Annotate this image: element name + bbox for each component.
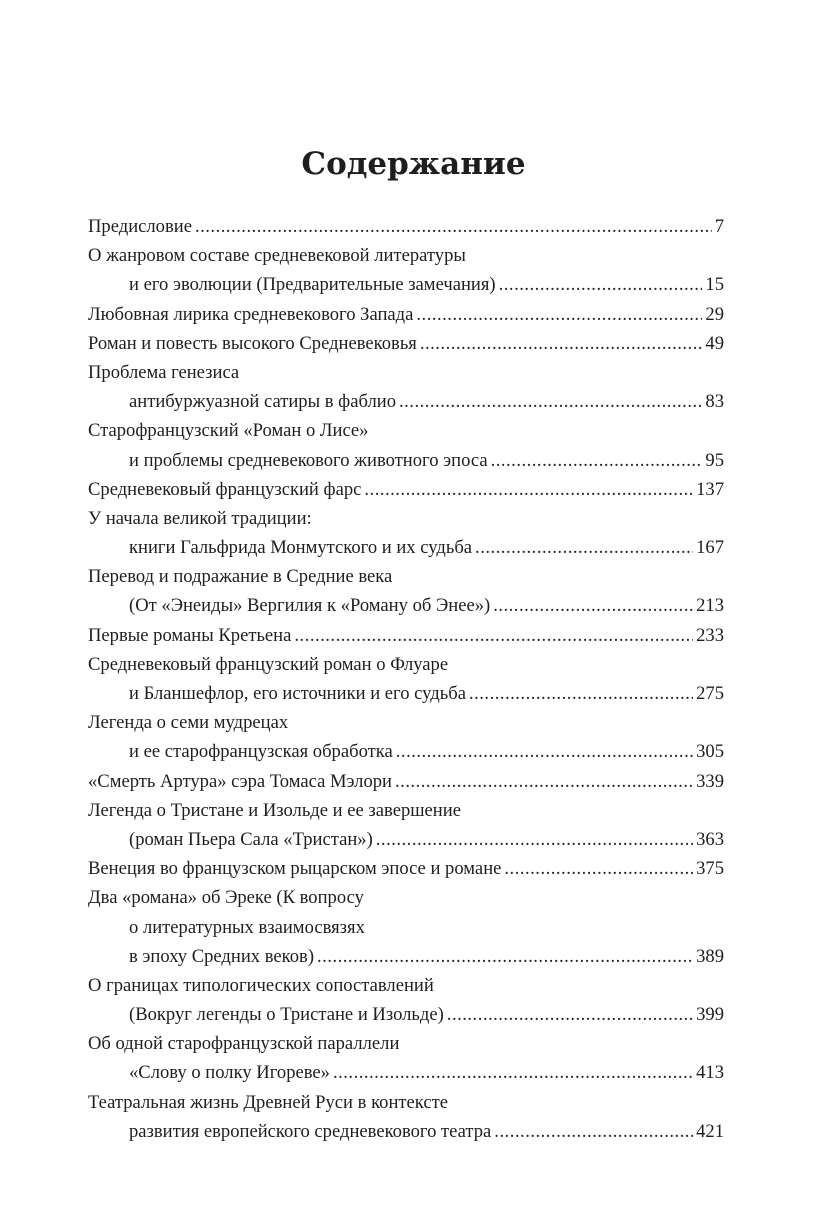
toc-entry-continuation-line bbox=[88, 1058, 724, 1087]
toc-entry bbox=[88, 358, 724, 416]
toc-entry-continuation-line bbox=[88, 942, 724, 971]
dot-leader bbox=[504, 854, 693, 883]
toc-entry-title-line bbox=[88, 329, 724, 358]
toc-entry-title-line bbox=[88, 767, 724, 796]
toc-entry-title-line bbox=[88, 708, 724, 737]
toc-entry bbox=[88, 767, 724, 796]
dot-leader bbox=[294, 621, 693, 650]
toc-entry bbox=[88, 796, 724, 854]
toc-entry bbox=[88, 504, 724, 562]
toc-entry-continuation-line bbox=[88, 533, 724, 562]
toc-page-number: 275 bbox=[696, 683, 724, 704]
toc-entry-text: о литературных взаимосвязях bbox=[129, 916, 365, 938]
toc-entry-text: Первые романы Кретьена bbox=[88, 624, 292, 646]
dot-leader bbox=[475, 533, 693, 562]
toc-entry-text: Старофранцузский «Роман о Лисе» bbox=[88, 420, 369, 442]
dot-leader bbox=[447, 1000, 693, 1029]
toc-entry-text: Предисловие bbox=[88, 216, 192, 237]
toc-entry bbox=[88, 621, 724, 650]
toc-entry-continuation-line bbox=[88, 446, 724, 475]
toc-entry-text: Об одной старофранцузской параллели bbox=[88, 1033, 400, 1055]
toc-entry-text: У начала великой традиции: bbox=[88, 507, 312, 529]
toc-entry-text: Театральная жизнь Древней Руси в контексте bbox=[88, 1091, 448, 1113]
toc-page-number: 7 bbox=[714, 216, 724, 237]
toc-page-number: 213 bbox=[696, 595, 724, 617]
toc-entry-title-line bbox=[88, 650, 724, 679]
toc-entry-title-line bbox=[88, 1088, 724, 1117]
toc-page-number: 339 bbox=[696, 770, 724, 792]
toc-entry bbox=[88, 650, 724, 708]
dot-leader bbox=[416, 300, 702, 329]
toc-entry-text: Средневековый французский фарс bbox=[88, 478, 362, 500]
toc-entry-title-line bbox=[88, 562, 724, 591]
toc-entry-text: и проблемы средневекового животного эпоса bbox=[129, 449, 488, 471]
toc-entry bbox=[88, 212, 724, 241]
toc-entry-text: и ее старофранцузская обработка bbox=[129, 741, 393, 763]
toc-entry-title-line bbox=[88, 475, 724, 504]
page-title: Содержание bbox=[301, 146, 526, 182]
toc-entry-continuation-line bbox=[88, 913, 724, 942]
toc-entry-text: книги Гальфрида Монмутского и их судьба bbox=[129, 537, 473, 559]
dot-leader bbox=[499, 270, 703, 299]
toc-entry-title-line bbox=[88, 621, 724, 650]
toc-entry-title-line bbox=[88, 212, 724, 241]
toc-entry-title-line bbox=[88, 416, 724, 445]
toc-entry bbox=[88, 241, 724, 299]
toc-entry-text: развития европейского средневекового театра bbox=[129, 1120, 492, 1142]
toc-page-number: 421 bbox=[696, 1120, 724, 1142]
toc-page-number: 95 bbox=[705, 449, 724, 471]
dot-leader bbox=[493, 591, 693, 620]
toc-entry bbox=[88, 329, 724, 358]
toc-page-number: 399 bbox=[696, 1004, 724, 1026]
toc-entry-title-line bbox=[88, 854, 724, 883]
toc-entry-text: Средневековый французский роман о Флуаре bbox=[88, 653, 449, 675]
toc-entry-text: О жанровом составе средневековой литературы bbox=[88, 245, 466, 267]
toc-entry bbox=[88, 562, 724, 620]
toc-entry-title-line bbox=[88, 1029, 724, 1058]
toc-entry-text: и его эволюции (Предварительные замечания) bbox=[129, 274, 496, 296]
toc-entry bbox=[88, 475, 724, 504]
toc-entry-text: О границах типологических сопоставлений bbox=[88, 974, 434, 996]
dot-leader bbox=[494, 1117, 693, 1146]
toc-entry-text: Легенда о семи мудрецах bbox=[88, 712, 289, 734]
toc-entry bbox=[88, 708, 724, 766]
toc-entry-title-line bbox=[88, 358, 724, 387]
toc-entry-text: (Вокруг легенды о Тристане и Изольде) bbox=[129, 1004, 444, 1026]
toc-entry-text: Два «романа» об Эреке (К вопросу bbox=[88, 887, 364, 909]
toc-page-number: 413 bbox=[696, 1062, 724, 1084]
toc-entry-continuation-line bbox=[88, 1117, 724, 1146]
toc-entry bbox=[88, 416, 724, 474]
toc-page-number: 137 bbox=[696, 478, 724, 500]
toc-entry-text: Роман и повесть высокого Средневековья bbox=[88, 332, 417, 354]
toc-entry-text: Перевод и подражание в Средние века bbox=[88, 566, 393, 588]
toc-page-number: 305 bbox=[696, 741, 724, 763]
toc-entry-text: Венеция во французском рыцарском эпосе и романе bbox=[88, 858, 502, 880]
toc-entry-continuation-line bbox=[88, 270, 724, 299]
toc-entry bbox=[88, 1029, 724, 1087]
dot-leader bbox=[491, 446, 703, 475]
toc-entry-text: Любовная лирика средневекового Запада bbox=[88, 303, 414, 325]
toc-page-number: 49 bbox=[705, 332, 724, 354]
toc-entry bbox=[88, 1088, 724, 1146]
table-of-contents bbox=[88, 212, 724, 1146]
toc-entry-text: «Смерть Артура» сэра Томаса Мэлори bbox=[88, 770, 393, 792]
toc-entry-continuation-line bbox=[88, 1000, 724, 1029]
dot-leader bbox=[396, 737, 693, 766]
toc-page-number: 167 bbox=[696, 537, 724, 559]
toc-entry-title-line bbox=[88, 300, 724, 329]
toc-entry-text: и Бланшефлор, его источники и его судьба bbox=[129, 683, 466, 704]
toc-entry-continuation-line bbox=[88, 387, 724, 416]
toc-entry-text: «Слову о полку Игореве» bbox=[129, 1062, 330, 1084]
toc-entry-title-line bbox=[88, 796, 724, 825]
toc-entry bbox=[88, 854, 724, 883]
toc-entry-text: Проблема генезиса bbox=[88, 361, 240, 383]
toc-page-number: 15 bbox=[705, 274, 724, 296]
toc-page-number: 363 bbox=[696, 828, 724, 850]
dot-leader bbox=[399, 387, 702, 416]
dot-leader bbox=[376, 825, 693, 854]
toc-entry-text: антибуржуазной сатиры в фаблио bbox=[129, 391, 396, 413]
toc-page-number: 83 bbox=[705, 391, 724, 413]
toc-entry-continuation-line bbox=[88, 825, 724, 854]
toc-entry bbox=[88, 971, 724, 1029]
dot-leader bbox=[420, 329, 703, 358]
dot-leader bbox=[333, 1058, 693, 1087]
toc-entry bbox=[88, 883, 724, 971]
toc-entry-continuation-line bbox=[88, 737, 724, 766]
toc-entry-text: Легенда о Тристане и Изольде и ее завершение bbox=[88, 799, 461, 821]
toc-entry-title-line bbox=[88, 504, 724, 533]
toc-page-number: 375 bbox=[696, 858, 724, 880]
toc-entry bbox=[88, 300, 724, 329]
toc-page-number: 389 bbox=[696, 945, 724, 967]
dot-leader bbox=[469, 679, 693, 708]
dot-leader bbox=[364, 475, 693, 504]
toc-entry-text: (От «Энеиды» Вергилия к «Роману об Энее») bbox=[129, 595, 491, 617]
toc-entry-title-line bbox=[88, 241, 724, 270]
toc-page-number: 233 bbox=[696, 624, 724, 646]
toc-entry-continuation-line bbox=[88, 591, 724, 620]
dot-leader bbox=[317, 942, 693, 971]
toc-entry-text: (роман Пьера Сала «Тристан») bbox=[129, 828, 373, 850]
toc-entry-title-line bbox=[88, 971, 724, 1000]
toc-entry-continuation-line bbox=[88, 679, 724, 708]
dot-leader bbox=[395, 767, 693, 796]
toc-page-number: 29 bbox=[705, 303, 724, 325]
dot-leader bbox=[195, 212, 712, 241]
toc-entry-title-line bbox=[88, 883, 724, 912]
toc-entry-text: в эпоху Средних веков) bbox=[129, 945, 315, 967]
